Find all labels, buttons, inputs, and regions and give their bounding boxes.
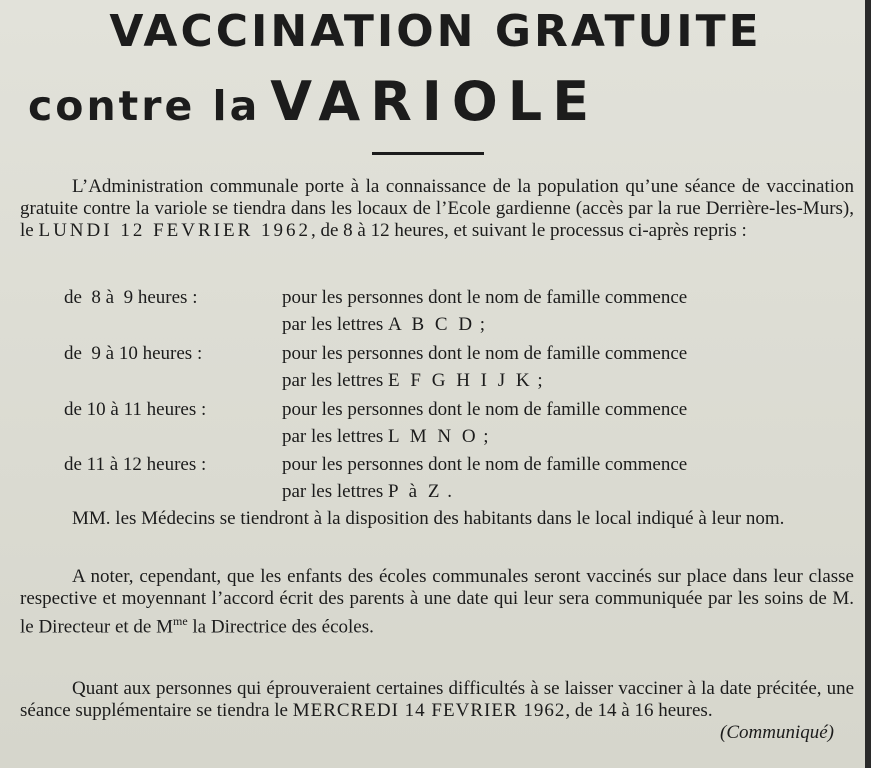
schedule-letters: E F G H I J K <box>388 370 533 391</box>
intro-text-end: , de 8 à 12 heures, et suivant le processus ci-après repris : <box>311 220 747 241</box>
schedule-letters: P à Z <box>388 481 443 502</box>
headline-variole: VARIOLE <box>270 70 600 133</box>
schedule-letters-line: par les lettres E F G H I J K ; <box>282 370 543 391</box>
schedule-line: pour les personnes dont le nom de famille commence <box>282 343 688 364</box>
schedule-letters-line: par les lettres A B C D ; <box>282 314 486 335</box>
ecoles-paragraph <box>20 566 854 638</box>
schedule-time: de 9 à 10 heures : <box>64 343 203 364</box>
page-edge <box>865 0 871 768</box>
schedule-desc <box>282 340 852 394</box>
headline-contre-la: contre la <box>28 82 261 130</box>
schedule-line: pour les personnes dont le nom de famille commence <box>282 399 688 420</box>
title-rule <box>372 152 484 155</box>
schedule-letters-line: par les lettres P à Z . <box>282 481 452 502</box>
schedule-letters: A B C D <box>388 314 476 335</box>
schedule-desc <box>282 396 852 450</box>
schedule-letters-line: par les lettres L M N O ; <box>282 426 489 447</box>
medecins-paragraph: MM. les Médecins se tiendront à la disposition des habitants dans le local indiqué à leur nom. <box>72 508 785 529</box>
schedule-letters: L M N O <box>388 426 479 447</box>
ecoles-text: A noter, cependant, que les enfants des écoles communales seront vaccinés sur place dans leur classe respective et moyennant l’accord écrit des parents à une date qui leur sera communiquée par les soins de M. le Directeur et de M <box>20 566 854 638</box>
final-paragraph <box>20 678 854 744</box>
intro-date: LUNDI 12 FEVRIER 1962 <box>38 220 311 241</box>
headline-line-1: VACCINATION GRATUITE <box>109 6 762 57</box>
ecoles-superscript: me <box>172 614 188 628</box>
final-text-end: , de 14 à 16 heures. <box>565 700 713 721</box>
schedule-desc <box>282 451 852 505</box>
schedule-line: pour les personnes dont le nom de famille commence <box>282 454 688 475</box>
intro-paragraph <box>20 176 854 242</box>
schedule-time: de 11 à 12 heures : <box>64 454 207 475</box>
intro-text: L’Administration communale porte à la connaissance de la population qu’une séance de vaccination gratuite contre la variole se tiendra dans les locaux de l’Ecole gardienne (accès par la rue Derrière-les-Murs), le <box>20 176 854 241</box>
headline-line-2 <box>28 70 848 133</box>
schedule-time: de 8 à 9 heures : <box>64 287 198 308</box>
ecoles-text-end: la Directrice des écoles. <box>187 616 374 638</box>
schedule-time: de 10 à 11 heures : <box>64 399 207 420</box>
final-date: MERCREDI 14 FEVRIER 1962 <box>292 700 566 721</box>
schedule-line: pour les personnes dont le nom de famille commence <box>282 287 688 308</box>
final-text: Quant aux personnes qui éprouveraient certaines difficultés à se laisser vacciner à la date précitée, une séance supplémentaire se tiendra le <box>20 678 854 721</box>
schedule-desc <box>282 284 852 338</box>
communique-signature: (Communiqué) <box>720 722 834 743</box>
